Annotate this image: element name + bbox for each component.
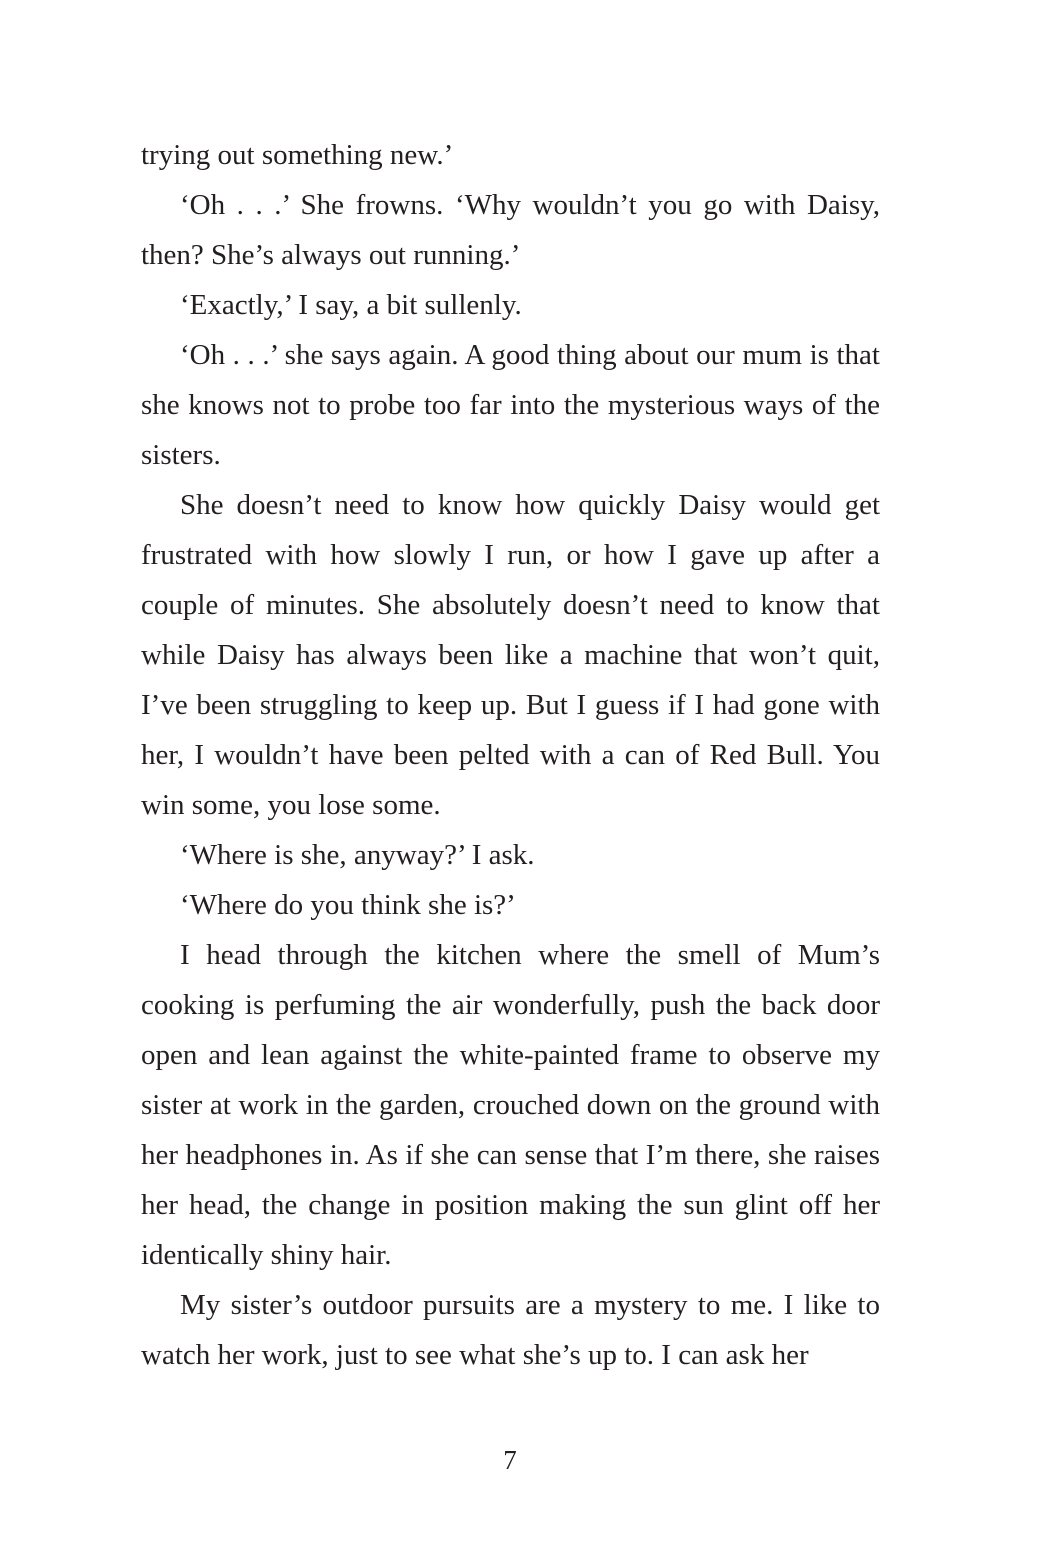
paragraph-2: ‘Oh . . .’ She frowns. ‘Why wouldn’t you go with Daisy, then? She’s always out running.’ xyxy=(141,189,880,271)
paragraph-3: ‘Exactly,’ I say, a bit sullenly. xyxy=(180,289,522,321)
paragraph-9: My sister’s outdoor pursuits are a mystery to me. I like to watch her work, just to see what she’s up to. I can ask her xyxy=(141,1289,880,1371)
paragraph-6: ‘Where is she, anyway?’ I ask. xyxy=(180,839,535,871)
paragraph-1: trying out something new.’ xyxy=(141,139,454,171)
page-number: 7 xyxy=(503,1445,517,1475)
paragraph-4: ‘Oh . . .’ she says again. A good thing about our mum is that she knows not to probe too far into the mysterious ways of the sisters. xyxy=(141,339,880,471)
paragraph-8: I head through the kitchen where the smell of Mum’s cooking is perfuming the air wonderfully, push the back door open and lean against the white-painted frame to observe my sister at work in the garden, crouched down on the ground with her headphones in. As if she can sense that I’m there, she raises her head, the change in position making the sun glint off her identically shiny hair. xyxy=(141,939,880,1271)
body-text xyxy=(141,130,880,1380)
paragraph-7: ‘Where do you think she is?’ xyxy=(180,889,516,921)
paragraph-5: She doesn’t need to know how quickly Daisy would get frustrated with how slowly I run, or how I gave up after a couple of minutes. She absolutely doesn’t need to know that while Daisy has always been like a machine that won’t quit, I’ve been struggling to keep up. But I guess if I had gone with her, I wouldn’t have been pelted with a can of Red Bull. You win some, you lose some. xyxy=(141,489,880,821)
